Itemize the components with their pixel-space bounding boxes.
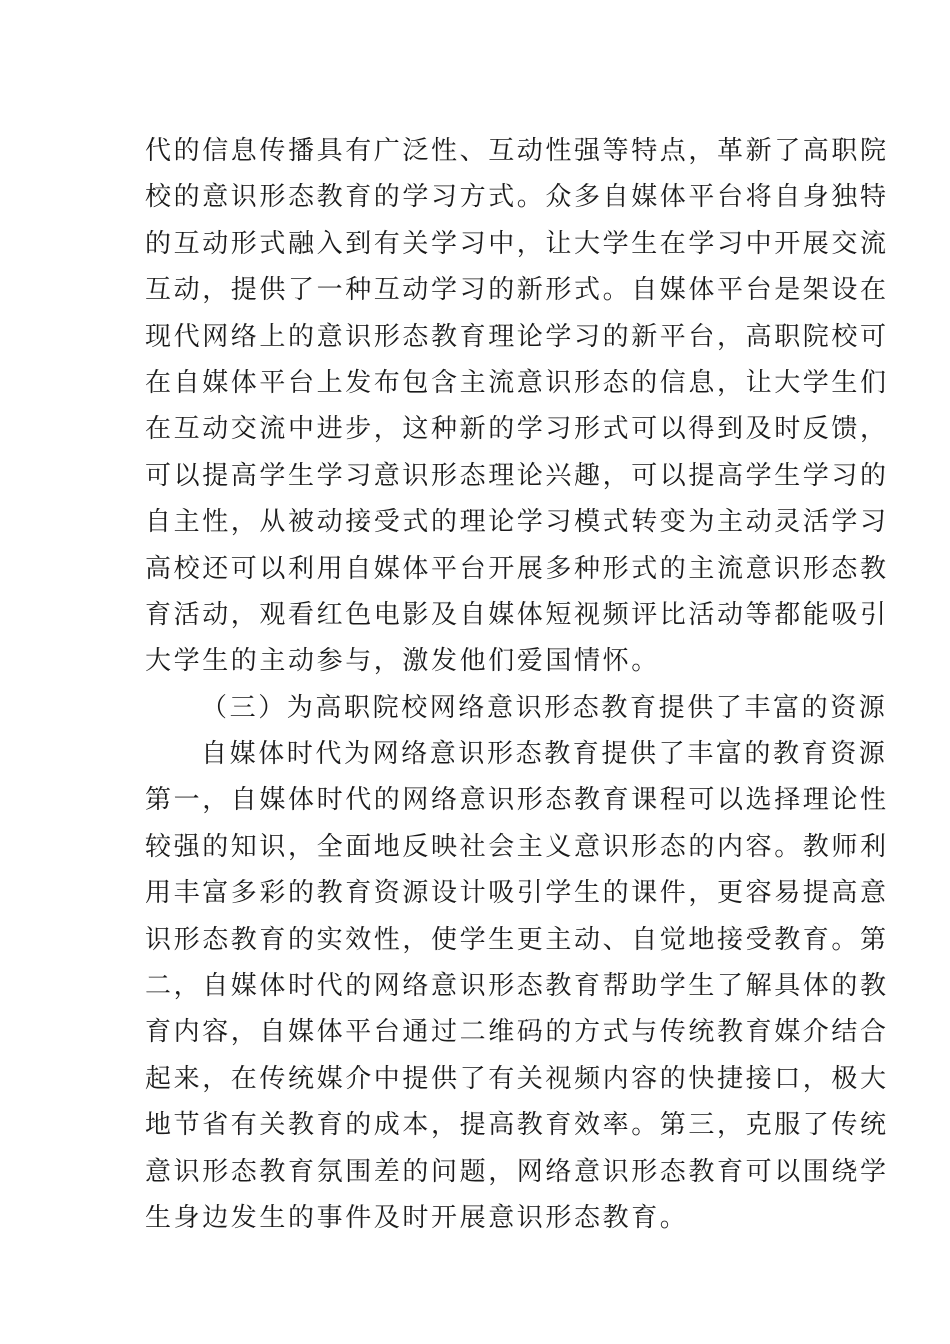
text-line-1: 代的信息传播具有广泛性、互动性强等特点，革新了高职院 [145, 136, 889, 166]
text-line-14: 自媒体时代为网络意识形态教育提供了丰富的教育资源 [201, 739, 888, 770]
text-line-2: 校的意识形态教育的学习方式。众多自媒体平台将自身独特 [145, 182, 889, 213]
text-line-21: 起来，在传统媒介中提供了有关视频内容的快捷接口，极大 [145, 1063, 889, 1094]
text-line-8: 可以提高学生学习意识形态理论兴趣，可以提高学生学习的 [145, 460, 889, 491]
text-line-19: 二，自媒体时代的网络意识形态教育帮助学生了解具体的教 [145, 971, 889, 1002]
body-text [145, 128, 889, 1241]
text-line-3: 的互动形式融入到有关学习中，让大学生在学习中开展交流 [145, 228, 889, 259]
text-line-23: 意识形态教育氛围差的问题，网络意识形态教育可以围绕学 [145, 1156, 889, 1187]
text-line-15: 第一，自媒体时代的网络意识形态教育课程可以选择理论性 [145, 785, 889, 816]
text-line-6: 在自媒体平台上发布包含主流意识形态的信息，让大学生们 [145, 367, 889, 398]
section-heading: （三）为高职院校网络意识形态教育提供了丰富的资源 [201, 692, 888, 723]
text-line-7: 在互动交流中进步，这种新的学习形式可以得到及时反馈， [145, 414, 889, 445]
text-line-18: 识形态教育的实效性，使学生更主动、自觉地接受教育。第 [145, 924, 889, 955]
text-line-9: 自主性，从被动接受式的理论学习模式转变为主动灵活学习 [145, 507, 889, 538]
text-line-12: 大学生的主动参与，激发他们爱国情怀。 [145, 646, 660, 677]
text-line-17: 用丰富多彩的教育资源设计吸引学生的课件，更容易提高意 [145, 878, 889, 909]
text-line-11: 育活动，观看红色电影及自媒体短视频评比活动等都能吸引 [145, 599, 889, 630]
text-line-5: 现代网络上的意识形态教育理论学习的新平台，高职院校可 [145, 321, 889, 352]
text-line-10: 高校还可以利用自媒体平台开展多种形式的主流意识形态教 [145, 553, 889, 584]
text-line-22: 地节省有关教育的成本，提高教育效率。第三，克服了传统 [145, 1110, 889, 1141]
text-line-16: 较强的知识，全面地反映社会主义意识形态的内容。教师利 [145, 831, 889, 862]
text-line-24: 生身边发生的事件及时开展意识形态教育。 [145, 1202, 689, 1233]
text-line-4: 互动，提供了一种互动学习的新形式。自媒体平台是架设在 [145, 275, 889, 306]
text-line-20: 育内容，自媒体平台通过二维码的方式与传统教育媒介结合 [145, 1017, 889, 1048]
